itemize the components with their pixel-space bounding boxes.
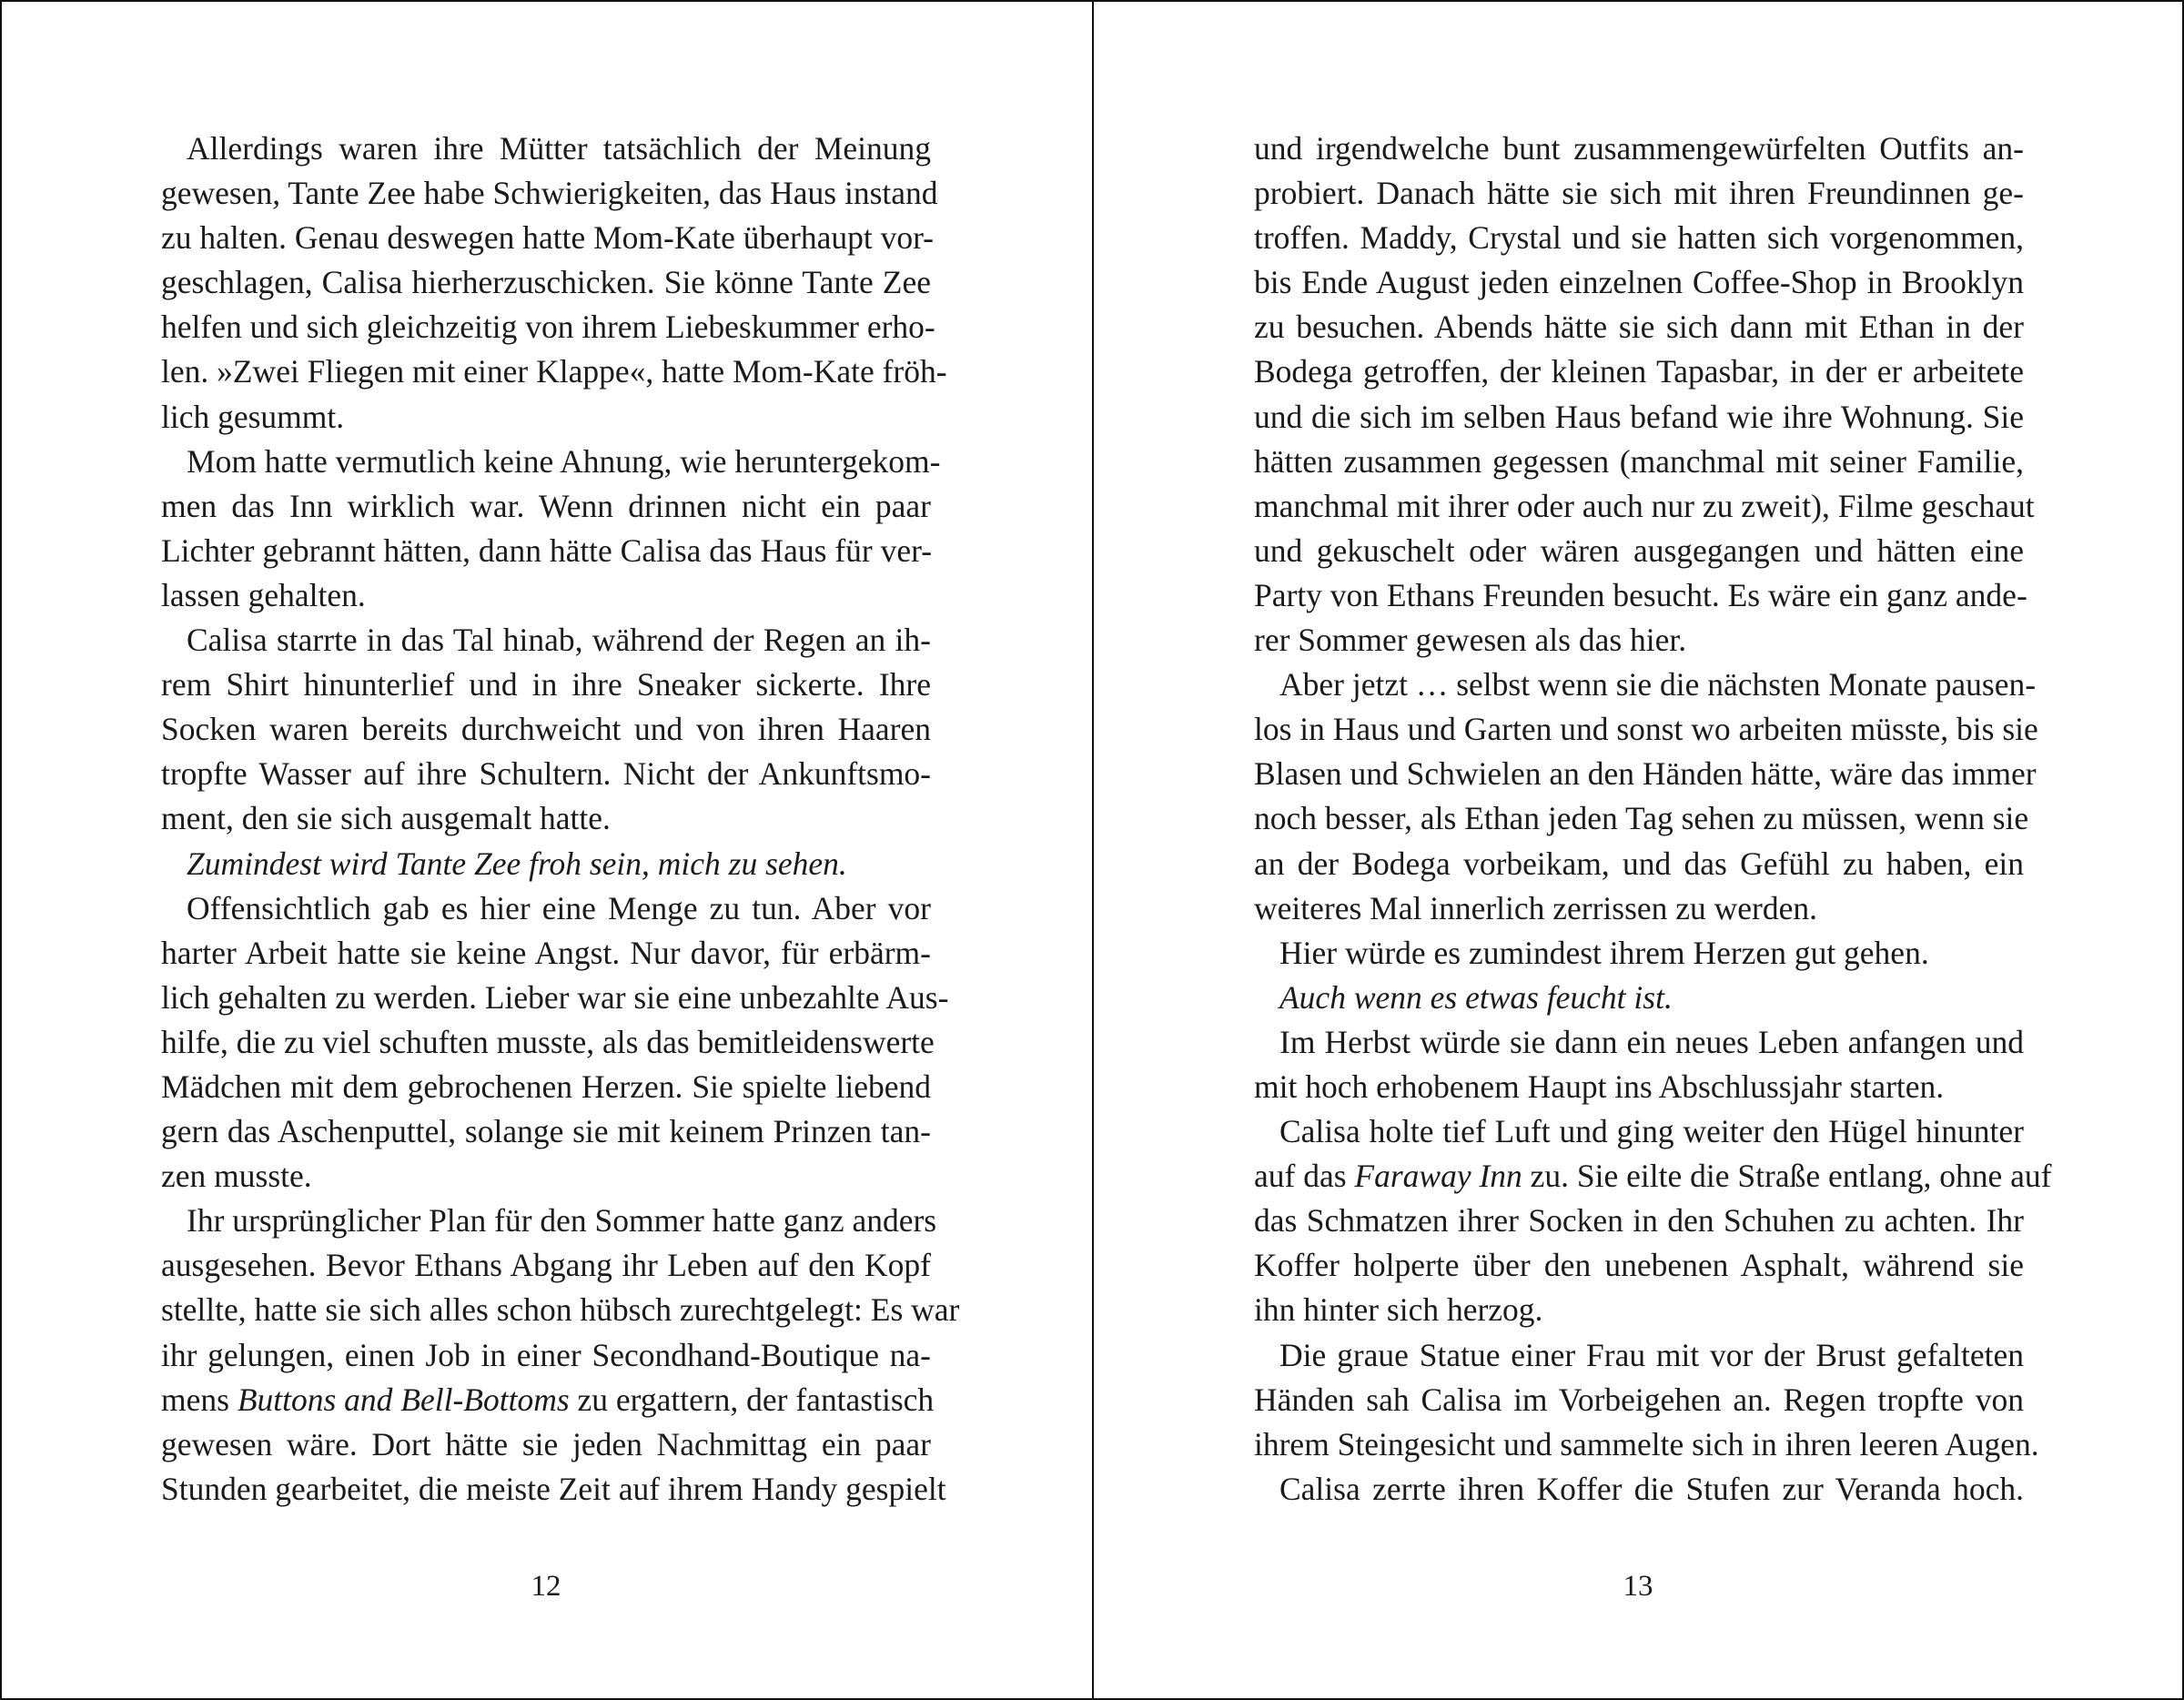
- text-line: lassen gehalten.: [161, 576, 366, 613]
- text-line: Zumindest wird Tante Zee froh sein, mich zu sehen.: [187, 845, 847, 882]
- text-line: men das Inn wirklich war. Wenn drinnen nicht ein paar: [161, 487, 931, 524]
- text-line: und gekuschelt oder wären ausgegangen und hätten eine: [1254, 531, 2024, 569]
- text-line: Lichter gebrannt hätten, dann hätte Calisa das Haus für ver-: [161, 531, 933, 569]
- text-line: Mom hatte vermutlich keine Ahnung, wie heruntergekom-: [187, 442, 941, 480]
- text-line: ment, den sie sich ausgemalt hatte.: [161, 800, 611, 837]
- text-line: Die graue Statue einer Frau mit vor der Brust gefalteten: [1279, 1336, 2024, 1373]
- text-line: Im Herbst würde sie dann ein neues Leben anfangen und: [1279, 1023, 2024, 1060]
- text-line: ihrem Steingesicht und sammelte sich in ihren leeren Augen.: [1254, 1425, 2039, 1462]
- text-line: [161, 1378, 935, 1422]
- text-line: bis Ende August jeden einzelnen Coffee-Shop in Brooklyn: [1254, 264, 2024, 301]
- text-line: harter Arbeit hatte sie keine Angst. Nur davor, für erbärm-: [161, 934, 931, 971]
- text-line: geschlagen, Calisa hierherzuschicken. Sie könne Tante Zee: [161, 264, 931, 301]
- text-line: Party von Ethans Freunden besucht. Es wäre ein ganz ande-: [1254, 576, 2027, 613]
- text-line: und die sich im selben Haus befand wie ihre Wohnung. Sie: [1254, 398, 2024, 435]
- text-line: troffen. Maddy, Crystal und sie hatten sich vorgenommen,: [1254, 219, 2024, 257]
- italic-title: Faraway Inn: [1354, 1158, 1522, 1195]
- text-line: rem Shirt hinunterlief und in ihre Sneaker sickerte. Ihre: [161, 666, 931, 703]
- text-line: Koffer holperte über den unebenen Asphalt, während sie: [1254, 1247, 2024, 1284]
- text-segment: zu. Sie eilte die Straße entlang, ohne auf: [1522, 1158, 2052, 1195]
- text-line: lich gesummt.: [161, 398, 345, 435]
- text-line: Händen sah Calisa im Vorbeigehen an. Regen tropfte von: [1254, 1381, 2024, 1418]
- text-line: zu halten. Genau deswegen hatte Mom-Kate überhaupt vor-: [161, 219, 935, 257]
- text-line: Hier würde es zumindest ihrem Herzen gut gehen.: [1279, 934, 1929, 971]
- text-line: Socken waren bereits durchweicht und von ihren Haaren: [161, 711, 931, 748]
- text-line: gern das Aschenputtel, solange sie mit keinem Prinzen tan-: [161, 1113, 931, 1150]
- text-line: helfen und sich gleichzeitig von ihrem Liebeskummer erho-: [161, 309, 935, 346]
- right-page-number: 13: [1623, 1570, 1653, 1603]
- text-line: Calisa starrte in das Tal hinab, während der Regen an ih-: [187, 622, 931, 659]
- text-line: hilfe, die zu viel schuften musste, als das bemitleidenswerte: [161, 1023, 935, 1060]
- text-line: weiteres Mal innerlich zerrissen zu werden.: [1254, 889, 1818, 926]
- text-line: Calisa holte tief Luft und ging weiter den Hügel hinunter: [1279, 1113, 2024, 1150]
- text-line: Offensichtlich gab es hier eine Menge zu tun. Aber vor: [187, 889, 931, 926]
- text-line: Mädchen mit dem gebrochenen Herzen. Sie spielte liebend: [161, 1068, 931, 1105]
- right-page: [1094, 0, 2184, 1700]
- text-segment: zu ergattern, der fantastisch: [569, 1381, 935, 1418]
- text-line: manchmal mit ihrer oder auch nur zu zweit), Filme geschaut: [1254, 487, 2035, 524]
- text-line: Calisa zerrte ihren Koffer die Stufen zur Veranda hoch.: [1279, 1470, 2024, 1507]
- text-line: und irgendwelche bunt zusammengewürfelten Outfits an-: [1254, 130, 2024, 167]
- text-line: [1254, 1154, 2052, 1199]
- text-line: Aber jetzt … selbst wenn sie die nächsten Monate pausen-: [1279, 666, 2037, 703]
- text-line: gewesen wäre. Dort hätte sie jeden Nachmittag ein paar: [161, 1425, 931, 1462]
- text-line: an der Bodega vorbeikam, und das Gefühl zu haben, ein: [1254, 845, 2024, 882]
- text-segment: mens: [161, 1381, 238, 1418]
- text-line: zu besuchen. Abends hätte sie sich dann mit Ethan in der: [1254, 309, 2024, 346]
- text-line: tropfte Wasser auf ihre Schultern. Nicht der Ankunftsmo-: [161, 755, 931, 793]
- text-line: noch besser, als Ethan jeden Tag sehen zu müssen, wenn sie: [1254, 800, 2029, 837]
- italic-title: Buttons and Bell-Bottoms: [237, 1381, 570, 1418]
- text-line: rer Sommer gewesen als das hier.: [1254, 622, 1687, 659]
- text-line: zen musste.: [161, 1158, 312, 1195]
- text-line: hätten zusammen gegessen (manchmal mit seiner Familie,: [1254, 442, 2024, 480]
- right-page-text: [1254, 126, 2052, 1512]
- text-line: lich gehalten zu werden. Lieber war sie eine unbezahlte Aus-: [161, 978, 949, 1016]
- text-line: mit hoch erhobenem Haupt ins Abschlussjahr starten.: [1254, 1068, 1945, 1105]
- text-line: Allerdings waren ihre Mütter tatsächlich der Meinung: [187, 130, 931, 167]
- text-line: das Schmatzen ihrer Socken in den Schuhen zu achten. Ihr: [1254, 1202, 2024, 1240]
- text-line: probiert. Danach hätte sie sich mit ihren Freundinnen ge-: [1254, 175, 2024, 212]
- text-line: len. »Zwei Fliegen mit einer Klappe«, hatte Mom-Kate fröh-: [161, 353, 947, 390]
- text-line: Auch wenn es etwas feucht ist.: [1279, 978, 1673, 1016]
- text-line: Bodega getroffen, der kleinen Tapasbar, in der er arbeitete: [1254, 353, 2024, 390]
- text-line: los in Haus und Garten und sonst wo arbeiten müsste, bis sie: [1254, 711, 2038, 748]
- text-segment: auf das: [1254, 1158, 1355, 1195]
- text-line: Ihr ursprünglicher Plan für den Sommer hatte ganz anders: [187, 1202, 937, 1240]
- text-line: stellte, hatte sie sich alles schon hübsch zurechtgelegt: Es war: [161, 1291, 960, 1329]
- text-line: ihr gelungen, einen Job in einer Secondhand-Boutique na-: [161, 1336, 931, 1373]
- text-line: Blasen und Schwielen an den Händen hätte, wäre das immer: [1254, 755, 2037, 793]
- text-line: gewesen, Tante Zee habe Schwierigkeiten, das Haus instand: [161, 175, 938, 212]
- text-line: Stunden gearbeitet, die meiste Zeit auf ihrem Handy gespielt: [161, 1470, 946, 1507]
- text-line: ausgesehen. Bevor Ethans Abgang ihr Leben auf den Kopf: [161, 1247, 931, 1284]
- left-page-number: 12: [531, 1570, 561, 1603]
- text-line: ihn hinter sich herzog.: [1254, 1291, 1543, 1329]
- left-page-text: [161, 126, 960, 1512]
